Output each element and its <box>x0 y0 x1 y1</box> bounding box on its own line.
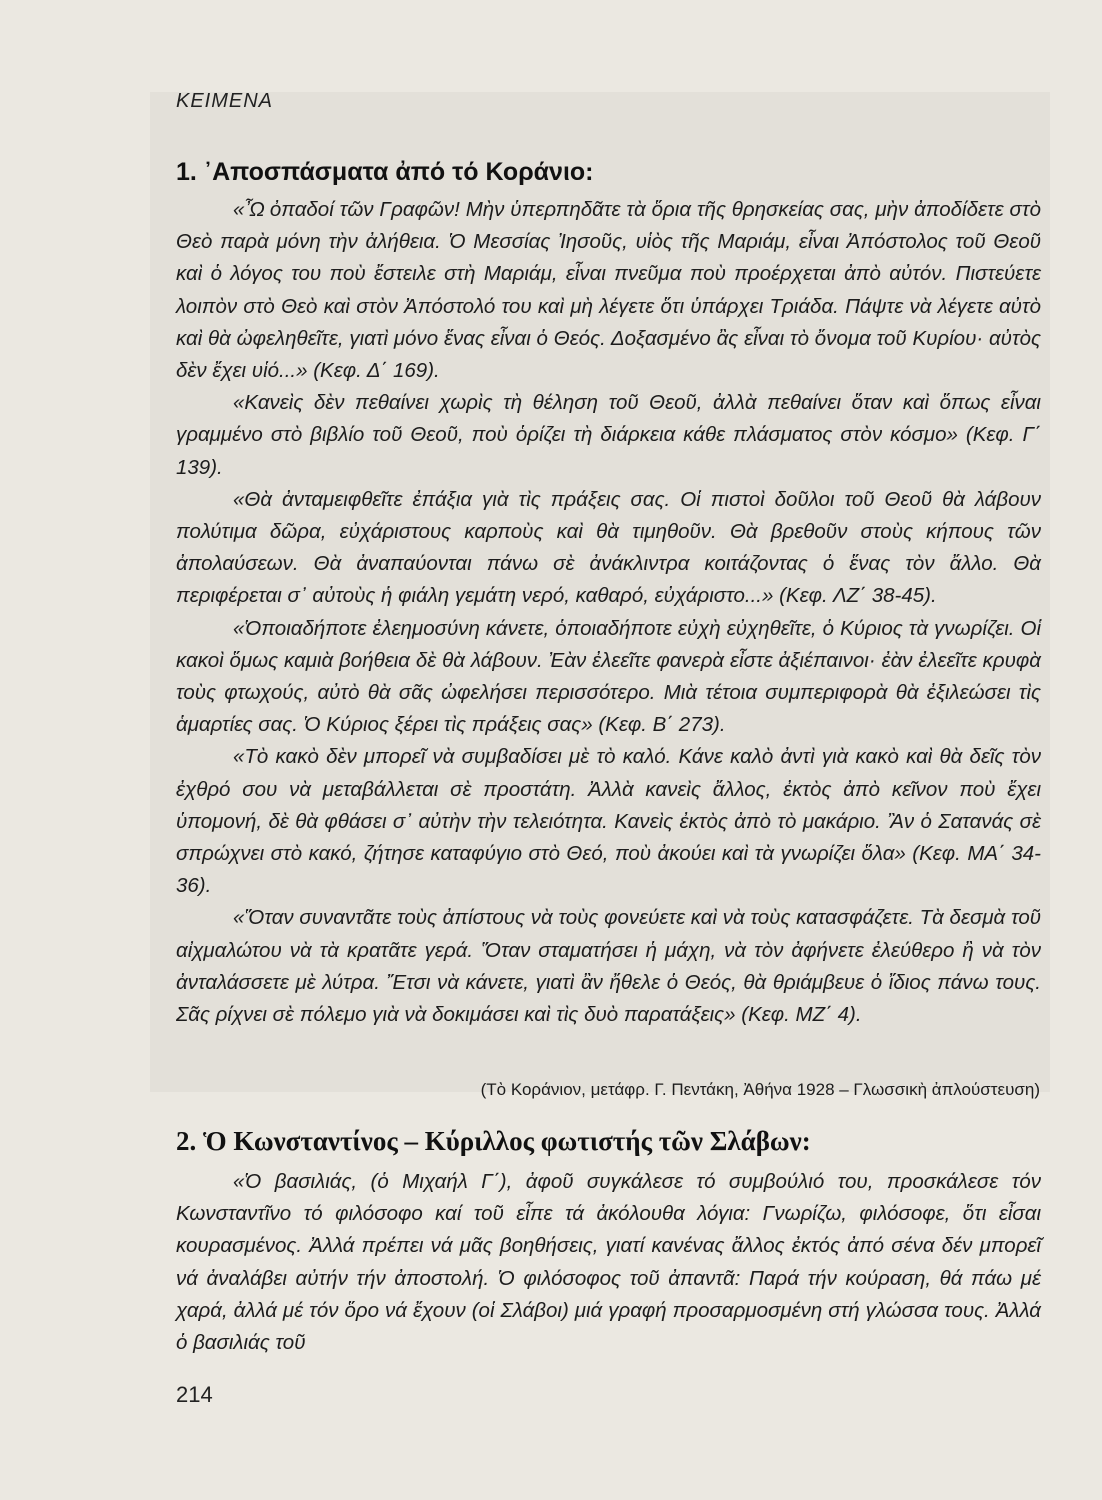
cyril-excerpt <box>176 1166 1041 1359</box>
paragraph: «Ὁ βασιλιάς, (ὁ Μιχαήλ Γ΄), ἀφοῦ συγκάλεσε τό συμβούλιό του, προσκάλεσε τόν Κωνσταντῖνο τό φιλόσοφο καί τοῦ εἶπε τά ἀκόλουθα λόγια: Γνωρίζω, φιλόσοφε, ὅτι εἶσαι κουρασμένος. Ἀλλά πρέπει νά μᾶς βοηθήσεις, γιατί κανένας ἄλλος ἐκτός ἀπό σένα δέν μπορεῖ νά ἀναλάβει αὐτήν τήν ἀποστολή. Ὁ φιλόσοφος τοῦ ἀπαντᾶ: Παρά τήν κούραση, θά πάω μέ χαρά, ἀλλά μέ τόν ὅρο νά ἔχουν (οἱ Σλάβοι) μιά γραφή προσαρμοσμένη στή γλώσσα τους. Ἀλλά ὁ βασιλιάς τοῦ <box>176 1170 1041 1355</box>
paragraph: «Κανεὶς δὲν πεθαίνει χωρὶς τὴ θέληση τοῦ Θεοῦ, ἀλλὰ πεθαίνει ὅταν καὶ ὅπως εἶναι γραμμένο στὸ βιβλίο τοῦ Θεοῦ, ποὺ ὁρίζει τὴ διάρκεια κάθε πλάσματος στὸν κόσμο» (Κεφ. Γ΄ 139). <box>176 391 1041 479</box>
paragraph: «Τὸ κακὸ δὲν μπορεῖ νὰ συμβαδίσει μὲ τὸ καλό. Κάνε καλὸ ἀντὶ γιὰ κακὸ καὶ θὰ δεῖς τὸν ἐχθρό σου νὰ μεταβάλλεται σὲ προστάτη. Ἀλλὰ κανεὶς ἄλλος, ἐκτὸς ἀπὸ κεῖνον ποὺ ἔχει ὑπομονή, δὲ θὰ φθάσει σ᾿ αὐτὴν τὴν τελειότητα. Κανεὶς ἐκτὸς ἀπὸ τὸ μακάριο. Ἂν ὁ Σατανάς σὲ σπρώχνει στὸ κακό, ζήτησε καταφύγιο στὸ Θεό, ποὺ ἀκούει καὶ τὰ γνωρίζει ὅλα» (Κεφ. ΜΑ΄ 34-36). <box>176 745 1041 898</box>
koran-excerpts <box>176 194 1041 1031</box>
paragraph: «Θὰ ἀνταμειφθεῖτε ἐπάξια γιὰ τὶς πράξεις σας. Οἱ πιστοὶ δοῦλοι τοῦ Θεοῦ θὰ λάβουν πολύτιμα δῶρα, εὐχάριστους καρποὺς καὶ θὰ τιμηθοῦν. Θὰ βρεθοῦν στοὺς κήπους τῶν ἀπολαύσεων. Θὰ ἀναπαύονται πάνω σὲ ἀνάκλιντρα κοιτάζοντας ὁ ἕνας τὸν ἄλλο. Θὰ περιφέρεται σ᾿ αὐτοὺς ἡ φιάλη γεμάτη νερό, καθαρό, εὐχάριστο...» (Κεφ. ΛΖ΄ 38-45). <box>176 487 1041 608</box>
section-title-koran: 1. ᾿Αποσπάσματα ἀπό τό Κοράνιο: <box>176 158 594 186</box>
paragraph: «Ὦ ὀπαδοί τῶν Γραφῶν! Μὴν ὑπερπηδᾶτε τὰ ὅρια τῆς θρησκείας σας, μὴν ἀποδίδετε στὸ Θεὸ παρὰ μόνη τὴν ἀλήθεια. Ὁ Μεσσίας Ἰησοῦς, υἱὸς τῆς Μαριάμ, εἶναι Ἀπόστολος τοῦ Θεοῦ καὶ ὁ λόγος του ποὺ ἔστειλε στὴ Μαριάμ, εἶναι πνεῦμα ποὺ προέρχεται ἀπὸ αὐτόν. Πιστεύετε λοιπὸν στὸ Θεὸ καὶ στὸν Ἀπόστολό του καὶ μὴ λέγετε ὅτι ὑπάρχει Τριάδα. Πάψτε νὰ λέγετε αὐτὸ καὶ θὰ ὠφεληθεῖτε, γιατὶ μόνο ἕνας εἶναι ὁ Θεός. Δοξασμένο ἂς εἶναι τὸ ὄνομα τοῦ Κυρίου· αὐτὸς δὲν ἔχει υἱό...» (Κεφ. Δ΄ 169). <box>176 198 1041 383</box>
running-head: ΚΕΙΜΕΝΑ <box>176 90 274 112</box>
section-title-cyril: 2. Ὁ Κωνσταντίνος – Κύριλλος φωτιστής τῶν Σλάβων: <box>176 1126 811 1156</box>
page-number: 214 <box>176 1382 213 1407</box>
paragraph: «Ὁποιαδήποτε ἐλεημοσύνη κάνετε, ὁποιαδήποτε εὐχὴ εὐχηθεῖτε, ὁ Κύριος τὰ γνωρίζει. Οἱ κακοὶ ὅμως καμιὰ βοήθεια δὲ θὰ λάβουν. Ἐὰν ἐλεεῖτε φανερὰ εἶστε ἀξιέπαινοι· ἐὰν ἐλεεῖτε κρυφὰ τοὺς φτωχούς, αὐτὸ θὰ σᾶς ὠφελήσει περισσότερο. Μιὰ τέτοια συμπεριφορὰ θὰ ἐξιλεώσει τὶς ἁμαρτίες σας. Ὁ Κύριος ξέρει τὶς πράξεις σας» (Κεφ. Β΄ 273). <box>176 616 1041 737</box>
paragraph: «Ὅταν συναντᾶτε τοὺς ἀπίστους νὰ τοὺς φονεύετε καὶ νὰ τοὺς κατασφάζετε. Τὰ δεσμὰ τοῦ αἰχμαλώτου νὰ τὰ κρατᾶτε γερά. Ὅταν σταματήσει ἡ μάχη, νὰ τὸν ἀφήνετε ἐλεύθερο ἢ νὰ τὸν ἀνταλάσσετε μὲ λύτρα. Ἔτσι νὰ κάνετε, γιατὶ ἂν ἤθελε ὁ Θεός, θὰ θριάμβευε ὁ ἴδιος πάνω τους. Σᾶς ρίχνει σὲ πόλεμο γιὰ νὰ δοκιμάσει καὶ τὶς δυὸ παρατάξεις» (Κεφ. ΜΖ΄ 4). <box>176 906 1041 1027</box>
source-citation: (Τὸ Κοράνιον, μετάφρ. Γ. Πεντάκη, Ἀθήνα 1928 – Γλωσσικὴ ἀπλούστευση) <box>480 1080 1040 1099</box>
